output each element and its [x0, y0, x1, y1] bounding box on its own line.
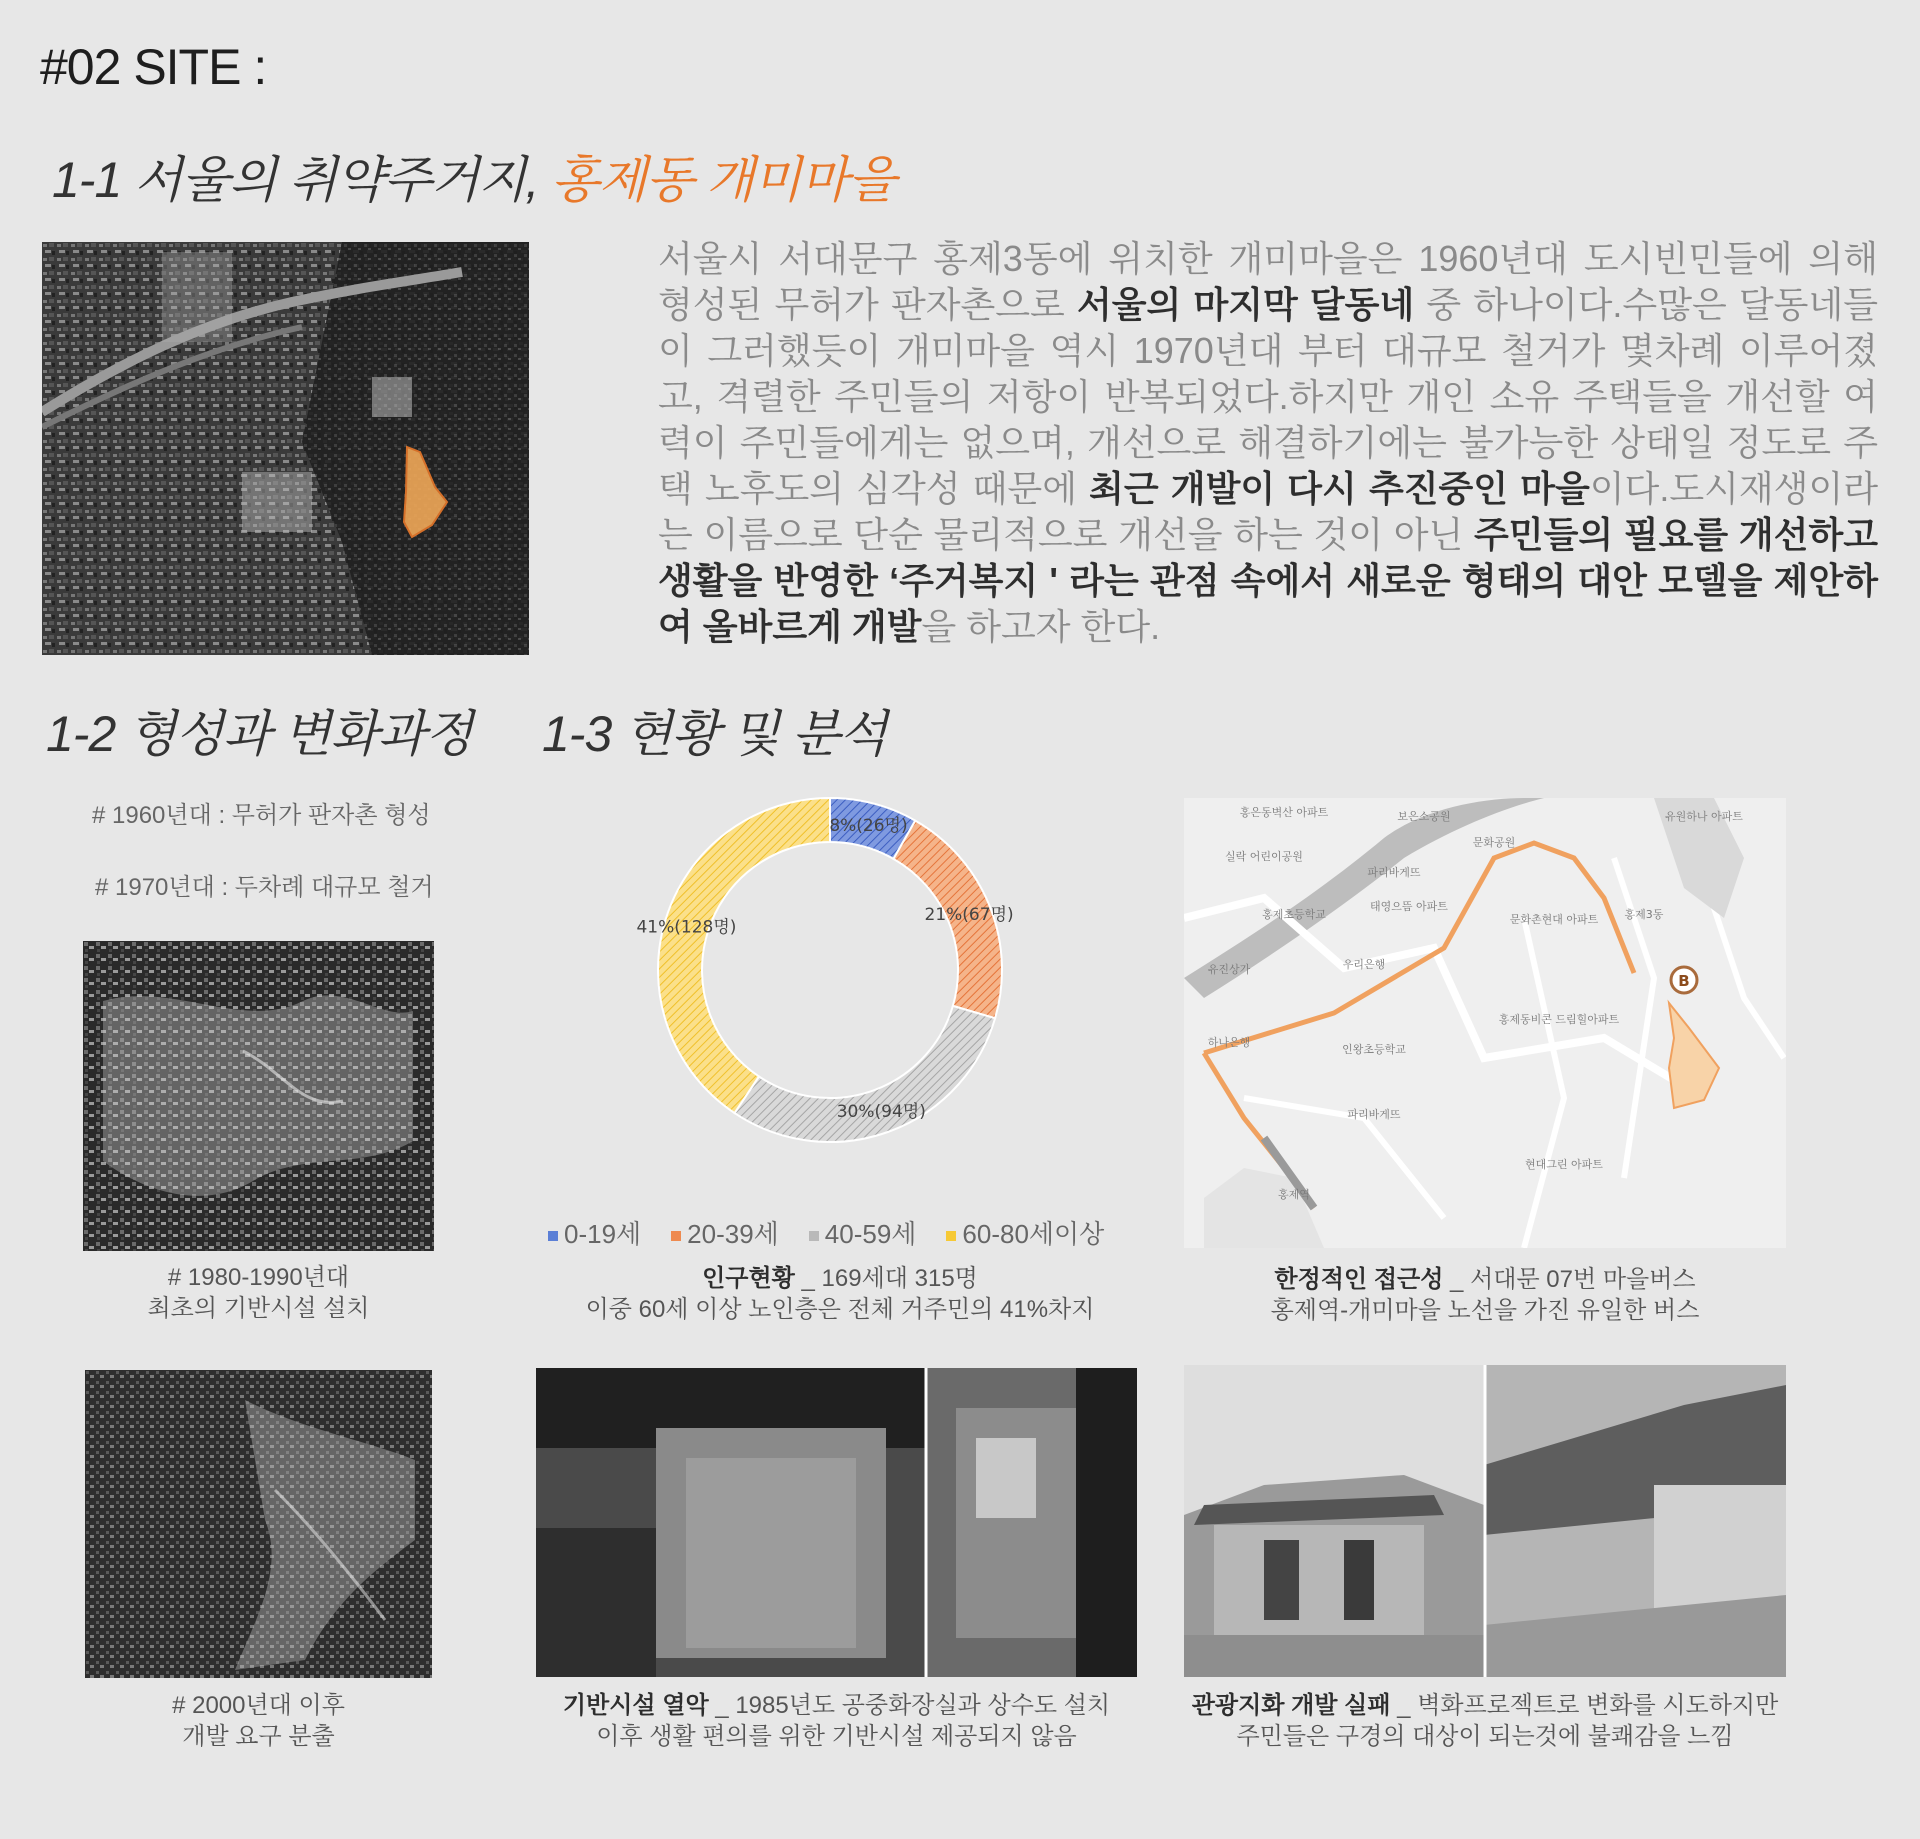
aerial-photo-2000s: [85, 1370, 432, 1678]
caption-accessibility-bold: 한정적인 접근성: [1274, 1266, 1444, 1293]
caption-population-line1: [540, 1263, 1140, 1294]
section-title-1-2: 1-2 형성과 변화과정: [46, 706, 473, 762]
map-label: 홍은동벽산 아파트: [1239, 806, 1329, 819]
legend-label-3: 60-80세이상: [962, 1219, 1105, 1249]
section-title-1-1: [52, 140, 895, 212]
caption-1980s-line1: # 1980-1990년대: [167, 1264, 350, 1291]
caption-accessibility-rest: _ 서대문 07번 마을버스: [1443, 1266, 1696, 1293]
donut-label-2: 30%(94명): [836, 1101, 926, 1122]
map-label: 파리바게뜨: [1347, 1108, 1401, 1121]
mural-village-photo: [1184, 1365, 1786, 1677]
legend-label-2: 40-59세: [824, 1219, 917, 1249]
legend-item-1: [671, 1214, 779, 1251]
caption-2000s-line2: 개발 요구 분출: [182, 1723, 335, 1750]
map-label: 유진상가: [1207, 963, 1251, 976]
legend-swatch-0: [548, 1231, 558, 1241]
caption-population: [540, 1263, 1140, 1325]
satellite-aerial-photo: [42, 242, 529, 655]
timeline-1970: # 1970년대 : 두차례 대규모 철거: [95, 874, 434, 901]
map-label: 파리바게뜨: [1367, 866, 1421, 879]
map-label: 문화촌현대 아파트: [1509, 913, 1599, 926]
infrastructure-photo: [536, 1368, 1137, 1677]
caption-1980s-line2: 최초의 기반시설 설치: [147, 1295, 370, 1322]
legend-item-0: [548, 1214, 641, 1251]
map-label: 홍제3동: [1624, 908, 1664, 921]
map-label: 우리은행: [1342, 958, 1386, 971]
legend-label-0: 0-19세: [564, 1219, 642, 1249]
map-label: 문화공원: [1472, 836, 1516, 849]
chart-legend: [548, 1214, 1104, 1251]
caption-infrastructure-bold: 기반시설 열악: [562, 1692, 709, 1719]
caption-population-rest: _ 169세대 315명: [794, 1265, 978, 1292]
caption-infrastructure-line1: [536, 1690, 1137, 1721]
donut-slice-3: [658, 798, 830, 1113]
caption-accessibility-line1: [1184, 1264, 1786, 1295]
section-title-plain: 서울의 취약주거지,: [134, 152, 552, 208]
map-label: 홍제역: [1278, 1188, 1310, 1201]
caption-accessibility: [1184, 1264, 1786, 1326]
donut-label-0: 8%(26명): [829, 816, 908, 837]
legend-label-1: 20-39세: [687, 1219, 779, 1249]
map-label: 실락 어린이공원: [1225, 850, 1303, 863]
map-label: 유원하나 아파트: [1665, 810, 1743, 823]
map-label: 홍제초등학교: [1262, 908, 1326, 921]
para-bold-3: 주민들의 필요를 개선하고 생활을 반영한 ‘주거복지 ' 라는 관점 속에서 새로운 형태의 대안 모델을 제안하여 올바르게 개발: [658, 514, 1878, 647]
para-bold-2: 최근 개발이 다시 추진중인 마을: [1089, 468, 1590, 509]
caption-2000s: [85, 1690, 432, 1752]
page-title: #02 SITE :: [40, 39, 267, 95]
map-label: 보은소공원: [1397, 810, 1451, 823]
caption-infrastructure: [536, 1690, 1137, 1752]
donut-label-3: 41%(128명): [636, 917, 737, 938]
para-text-2: 중 하나이다.수많은 달동네들이 그러했듯이 개미마을 역시 1970년대 부터 대규모 철거가 몇차례 이루어졌고, 격렬한 주민들의 저항이 반복되었다.하지만 개인 소유 주택들을 개선할 여력이 주민들에게는 없으며, 개선으로 해결하기에는 불가능한 상태일 정도로 주택 노후도의 심각성 때문에: [658, 284, 1878, 509]
caption-accessibility-line2: 홍제역-개미마을 노선을 가진 유일한 버스: [1270, 1297, 1700, 1324]
para-bold-1: 서울의 마지막 달동네: [1076, 284, 1415, 325]
aerial-photo-1980s: [83, 941, 434, 1251]
caption-1980s: [83, 1262, 434, 1324]
caption-population-bold: 인구현황: [702, 1265, 795, 1292]
bus-route-map: [1184, 798, 1786, 1248]
caption-tourism-line2: 주민들은 구경의 대상이 되는것에 불쾌감을 느낌: [1236, 1723, 1734, 1750]
section-number: 1-1: [52, 152, 135, 208]
donut-label-1: 21%(67명): [924, 904, 1014, 925]
map-label: 현대그린 아파트: [1525, 1158, 1603, 1171]
caption-tourism: [1160, 1690, 1810, 1752]
caption-tourism-bold: 관광지화 개발 실패: [1191, 1692, 1391, 1719]
section-title-1-3: 1-3 현황 및 분석: [542, 706, 887, 762]
para-text-3: 이다.도시재생이라는 이름으로 단순 물리적으로 개선을 하는 것이 아닌: [658, 468, 1878, 555]
caption-infrastructure-line2: 이후 생활 편의를 위한 기반시설 제공되지 않음: [596, 1723, 1077, 1750]
map-label: 태영으뜸 아파트: [1370, 900, 1448, 913]
caption-tourism-line1: [1160, 1690, 1810, 1721]
section-title-accent: 홍제동 개미마을: [551, 152, 896, 208]
site-description-paragraph: [658, 236, 1878, 650]
legend-item-3: [946, 1214, 1104, 1251]
legend-swatch-2: [809, 1231, 819, 1241]
legend-swatch-3: [946, 1231, 956, 1241]
caption-2000s-line1: # 2000년대 이후: [172, 1692, 345, 1719]
legend-item-2: [809, 1214, 917, 1251]
legend-swatch-1: [671, 1231, 681, 1241]
caption-tourism-rest: _ 벽화프로젝트로 변화를 시도하지만: [1390, 1692, 1779, 1719]
bus-stop-marker-label: B: [1678, 972, 1690, 990]
map-label: 인왕초등학교: [1342, 1043, 1406, 1056]
population-donut-chart: [620, 770, 1040, 1180]
caption-infrastructure-rest: _ 1985년도 공중화장실과 상수도 설치: [708, 1692, 1111, 1719]
caption-population-line2: 이중 60세 이상 노인층은 전체 거주민의 41%차지: [585, 1296, 1095, 1323]
map-label: 하나은행: [1207, 1036, 1251, 1049]
timeline-1960: # 1960년대 : 무허가 판자촌 형성: [92, 802, 431, 829]
para-text-4: 을 하고자 한다.: [921, 606, 1161, 647]
para-text-1: 서울시 서대문구 홍제3동에 위치한 개미마을은 1960년대 도시빈민들에 의해 형성된 무허가 판자촌으로: [658, 238, 1878, 325]
map-label: 홍제동비콘 드림힐아파트: [1498, 1013, 1620, 1026]
